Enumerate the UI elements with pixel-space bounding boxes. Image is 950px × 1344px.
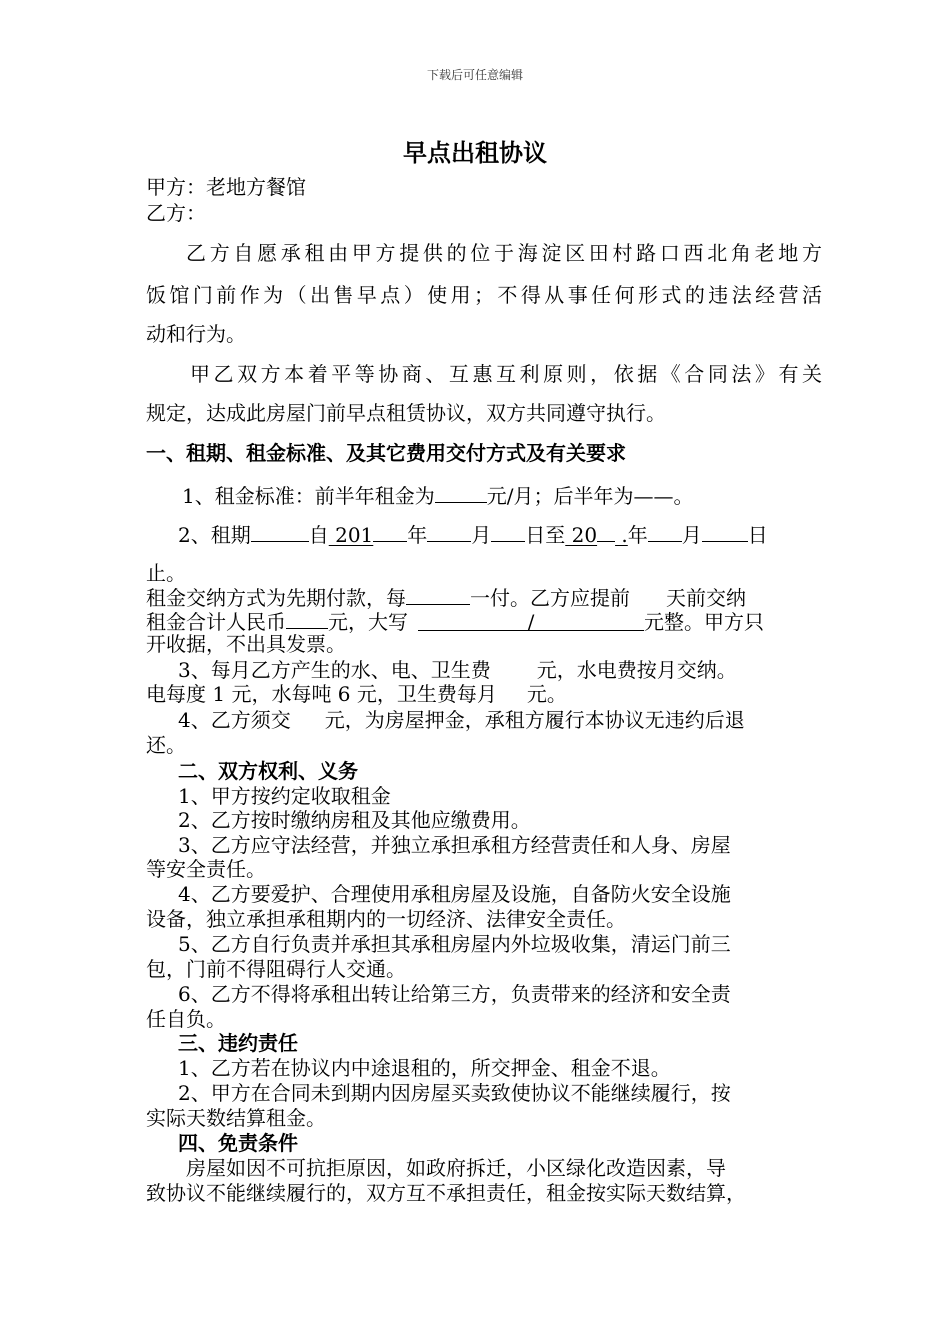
term-year-label-2: 年: [627, 523, 648, 546]
utility-rates-line: [146, 682, 822, 707]
total-rent-line: [146, 608, 822, 633]
rights-line-7: 5、乙方自行负责并承担其承租房屋内外垃圾收集，清运门前三: [178, 932, 731, 956]
payment-label: 租金交纳方式为先期付款，每: [146, 586, 406, 609]
term-day-to-blank: [702, 521, 748, 542]
deposit-label: 4、乙方须交: [178, 708, 291, 732]
term-year-from: 201: [328, 523, 374, 546]
term-month-label-1: 月: [471, 523, 492, 546]
section-2-heading: 二、双方权利、义务: [178, 759, 358, 783]
term-month-label-2: 月: [681, 523, 702, 546]
section-3-heading: 三、违约责任: [178, 1031, 298, 1055]
total-label: 租金合计人民币: [146, 610, 286, 633]
total-words-label: 元，大写: [328, 610, 408, 633]
payment-advance: 一付。乙方应提前: [470, 586, 630, 609]
payment-days-tail: 天前交纳: [666, 586, 746, 609]
breach-line-3: 实际天数结算租金。: [146, 1106, 326, 1130]
term-label: 2、租期: [178, 523, 251, 546]
term-day-from-blank: [491, 521, 525, 542]
term-year-from-blank: [373, 521, 407, 542]
deposit-tail: 元，为房屋押金，承租方履行本协议无违约后退: [324, 708, 745, 732]
rights-line-4: 等安全责任。: [146, 857, 266, 881]
intro-line-1: 乙方自愿承租由甲方提供的位于海淀区田村路口西北角老地方: [186, 241, 822, 265]
total-words-blank: [418, 610, 644, 631]
section-4-heading: 四、免责条件: [178, 1131, 298, 1155]
term-year-label-1: 年: [407, 523, 428, 546]
deposit-line-end: 还。: [146, 733, 186, 757]
rights-line-9: 6、乙方不得将承租出转让给第三方，负责带来的经济和安全责: [178, 982, 731, 1006]
rates-label: 电每度 1 元，水每吨 6 元，卫生费每月: [146, 682, 497, 706]
term-year-to-blank: [597, 521, 615, 542]
rent-standard-tail: 元/月；后半年为——。: [486, 484, 694, 507]
term-day-label: 日: [747, 523, 768, 546]
total-tail: 元整。甲方只: [644, 610, 764, 633]
payment-method-line: [146, 584, 822, 609]
exemption-line-1: 房屋如因不可抗拒原因，如政府拆迁，小区绿化改造因素，导: [186, 1156, 726, 1180]
intro-line-4: 甲乙双方本着平等协商、互惠互利原则，依据《合同法》有关: [190, 362, 822, 386]
term-blank: [251, 521, 309, 542]
document-title: 早点出租协议: [403, 139, 547, 167]
rights-line-8: 包，门前不得阻碍行人交通。: [146, 957, 406, 981]
term-from: 自: [308, 523, 329, 546]
intro-line-2: 饭馆门前作为（出售早点）使用；不得从事任何形式的违法经营活: [146, 283, 822, 307]
receipt-line: 开收据，不出具发票。: [146, 632, 346, 656]
utility-label: 3、每月乙方产生的水、电、卫生费: [178, 658, 491, 682]
rent-standard-line: [146, 482, 822, 507]
term-month-to-blank: [648, 521, 682, 542]
utility-fee-line: [146, 658, 822, 683]
rent-standard-label: 1、租金标准：前半年租金为: [182, 484, 435, 507]
rights-line-6: 设备，独立承担承租期内的一切经济、法律安全责任。: [146, 907, 626, 931]
rights-line-5: 4、乙方要爱护、合理使用承租房屋及设施，自备防火安全设施: [178, 882, 731, 906]
breach-line-1: 1、乙方若在协议内中途退租的，所交押金、租金不退。: [178, 1056, 671, 1080]
intro-line-5: 规定，达成此房屋门前早点租赁协议，双方共同遵守执行。: [146, 401, 666, 425]
total-words-slash: /: [527, 610, 535, 633]
term-dot: .: [615, 523, 628, 546]
party-a-line: 甲方：老地方餐馆: [146, 175, 306, 199]
party-b-line: 乙方：: [146, 201, 206, 225]
deposit-line: [146, 708, 822, 733]
total-amount-blank: [286, 608, 328, 629]
rates-tail: 元。: [526, 682, 567, 706]
section-1-heading: 一、租期、租金标准、及其它费用交付方式及有关要求: [146, 441, 626, 465]
rights-line-10: 任自负。: [146, 1007, 226, 1031]
term-day-to-label: 日至: [525, 523, 566, 546]
rights-line-3: 3、乙方应守法经营，并独立承担承租方经营责任和人身、房屋: [178, 833, 731, 857]
utility-tail: 元，水电费按月交纳。: [536, 658, 737, 682]
breach-line-2: 2、甲方在合同未到期内因房屋买卖致使协议不能继续履行，按: [178, 1081, 731, 1105]
intro-line-3: 动和行为。: [146, 322, 246, 346]
lease-term-end: 止。: [146, 561, 186, 585]
term-month-from-blank: [427, 521, 471, 542]
rights-line-2: 2、乙方按时缴纳房租及其他应缴费用。: [178, 808, 531, 832]
term-year-to: 20: [565, 523, 598, 546]
payment-period-blank: [406, 584, 470, 605]
page-header: 下载后可任意编辑: [426, 68, 523, 82]
exemption-line-2: 致协议不能继续履行的，双方互不承担责任，租金按实际天数结算，: [146, 1181, 746, 1205]
lease-term-line: [146, 521, 822, 546]
rights-line-1: 1、甲方按约定收取租金: [178, 784, 391, 808]
rent-amount-blank: [435, 482, 487, 503]
